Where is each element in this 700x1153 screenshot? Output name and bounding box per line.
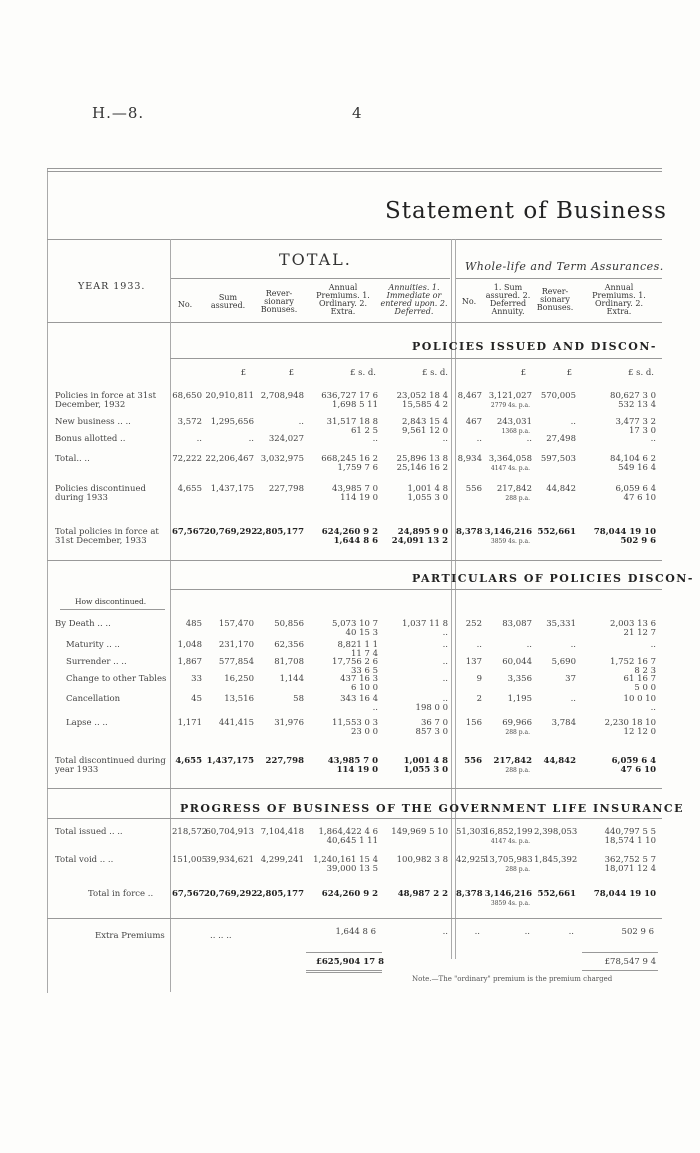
- row-wl-deferred-annuity: 2779 4s. p.a.: [490, 402, 530, 409]
- row-wl-no: 9: [476, 674, 482, 684]
- grand-total-premiums: £625,904 17 8: [315, 957, 384, 967]
- document-code: H.—8.: [92, 104, 145, 122]
- row-wl-no: 556: [465, 484, 482, 494]
- row-sum-assured: 20,769,292: [204, 527, 258, 537]
- row-sum-assured: 1,295,656: [210, 417, 254, 427]
- row-wl-no: 2: [476, 694, 482, 704]
- row-no: 1,048: [177, 640, 202, 650]
- row-label: Total discontinued during year 1933: [55, 756, 166, 775]
- row-annuities: 2,843 15 4 9,561 12 0: [402, 417, 448, 436]
- rule: [455, 278, 662, 279]
- col-sum-assured: Sum assured.: [210, 293, 246, 310]
- row-sum-assured: ..: [248, 434, 254, 444]
- row-annual-premiums: 11,553 0 3 23 0 0: [332, 718, 378, 737]
- row-wl-rev: 2,398,053: [534, 827, 578, 837]
- row-no: 485: [185, 619, 202, 629]
- row-wl-premium: 440,797 5 5 18,574 1 10: [604, 827, 656, 846]
- row-sum-assured: 20,910,811: [205, 391, 254, 401]
- row-rev-bonuses: 4,299,241: [260, 855, 304, 865]
- total-heading: TOTAL.: [279, 250, 352, 269]
- row-wl-sum: 1,195: [507, 694, 532, 704]
- row-annual-premiums: 343 16 4 ..: [340, 694, 378, 713]
- col-wl-rev: Rever- sionary Bonuses.: [536, 287, 574, 312]
- row-annuities: 23,052 18 4 15,585 4 2: [396, 391, 448, 410]
- row-sum-assured: 20,769,292: [204, 889, 258, 899]
- row-annual-premiums: 624,260 9 2 1,644 8 6: [321, 527, 378, 546]
- row-annuities: 1,001 4 8 1,055 3 0: [403, 756, 448, 775]
- rule: [47, 788, 662, 789]
- row-wl-no: ..: [476, 640, 482, 650]
- row-wl-premium: 6,059 6 4 47 6 10: [611, 756, 656, 775]
- row-rev-bonuses: 3,032,975: [260, 454, 304, 464]
- row-wl-deferred-annuity: 288 p.a.: [505, 866, 530, 873]
- row-label: Total void .. ..: [55, 855, 114, 865]
- row-wl-rev: 552,661: [537, 527, 576, 537]
- row-wl-rev: 3,784: [551, 718, 576, 728]
- row-annuities: 1,001 4 8 1,055 3 0: [407, 484, 448, 503]
- row-wl-deferred-annuity: 1368 p.a.: [501, 428, 530, 435]
- col-annuities: Annuities. 1. Immediate or entered upon. 2. Deferred.: [380, 283, 448, 316]
- row-sum-assured: 231,170: [218, 640, 254, 650]
- row-wl-no: 8,378: [456, 889, 483, 899]
- row-wl-deferred-annuity: 3859 4s. p.a.: [490, 900, 530, 907]
- row-annuities: ..: [442, 640, 448, 650]
- col-annual-premiums: Annual Premiums. 1. Ordinary. 2. Extra.: [316, 283, 370, 316]
- unit-pound: £: [240, 368, 246, 378]
- rule: [47, 918, 662, 919]
- row-rev-bonuses: 62,356: [274, 640, 304, 650]
- row-annuities: 48,987 2 2: [397, 889, 448, 899]
- row-wl-no: 8,378: [456, 527, 483, 537]
- row-rev-bonuses: 7,104,418: [260, 827, 304, 837]
- row-wl-sum: ..: [526, 640, 532, 650]
- row-label: Surrender .. ..: [66, 657, 127, 667]
- row-wl-rev: 597,503: [540, 454, 576, 464]
- rule: [47, 168, 662, 169]
- row-wl-no: ..: [476, 434, 482, 444]
- row-wl-deferred-annuity: 288 p.a.: [505, 495, 530, 502]
- row-wl-sum: 60,044: [502, 657, 532, 667]
- row-label: New business .. ..: [55, 417, 131, 427]
- year-label: YEAR 1933.: [78, 281, 146, 292]
- extra-annuities-value: ..: [442, 927, 448, 937]
- row-rev-bonuses: 2,708,948: [260, 391, 304, 401]
- section-policies-issued: POLICIES ISSUED AND DISCON-: [412, 340, 657, 353]
- row-annual-premiums: 5,073 10 7 40 15 3: [332, 619, 378, 638]
- row-wl-no: 51,303: [456, 827, 486, 837]
- row-annuities: ..: [442, 434, 448, 444]
- row-no: 72,222: [172, 454, 202, 464]
- row-rev-bonuses: 58: [293, 694, 304, 704]
- row-wl-premium: 78,044 19 10 502 9 6: [593, 527, 656, 546]
- row-no: 218,572: [172, 827, 208, 837]
- row-annual-premiums: 31,517 18 8 61 2 5: [326, 417, 378, 436]
- row-annual-premiums: ..: [372, 434, 378, 444]
- row-wl-no: 8,467: [457, 391, 482, 401]
- rule: [306, 952, 382, 953]
- row-rev-bonuses: ..: [298, 417, 304, 427]
- row-wl-premium: 61 16 7 5 0 0: [623, 674, 656, 693]
- row-sum-assured: 157,470: [218, 619, 254, 629]
- row-sum-assured: 577,854: [218, 657, 254, 667]
- row-sum-assured: 13,516: [224, 694, 254, 704]
- row-wl-sum: 13,705,983: [484, 855, 533, 865]
- row-annual-premiums: 636,727 17 6 1,698 5 11: [321, 391, 378, 410]
- grand-total-wl-premiums: £78,547 9 4: [604, 957, 656, 967]
- row-wl-rev: 35,331: [546, 619, 576, 629]
- row-rev-bonuses: 227,798: [265, 756, 304, 766]
- col-wl-prem: Annual Premiums. 1. Ordinary. 2. Extra.: [592, 283, 646, 316]
- row-sum-assured: 441,415: [218, 718, 254, 728]
- rule: [47, 239, 662, 240]
- row-no: 1,867: [177, 657, 202, 667]
- row-wl-sum: 69,966: [502, 718, 532, 728]
- rule: [170, 358, 662, 359]
- row-annuities: 1,037 11 8 ..: [402, 619, 448, 638]
- row-sum-assured: 22,206,467: [205, 454, 254, 464]
- rule: [47, 171, 662, 172]
- row-rev-bonuses: 50,856: [274, 619, 304, 629]
- row-wl-deferred-annuity: 288 p.a.: [505, 767, 530, 774]
- row-wl-sum: 3,146,216: [484, 889, 532, 899]
- rule: [170, 589, 662, 590]
- row-wl-no: 467: [465, 417, 482, 427]
- row-wl-premium: 3,477 3 2 17 3 0: [615, 417, 656, 436]
- row-rev-bonuses: 1,144: [279, 674, 304, 684]
- row-annual-premiums: 1,240,161 15 4 39,000 13 5: [313, 855, 378, 874]
- row-no: 1,171: [177, 718, 202, 728]
- row-wl-premium: 80,627 3 0 532 13 4: [610, 391, 656, 410]
- rule: [582, 970, 658, 971]
- row-annual-premiums: 624,260 9 2: [321, 889, 378, 899]
- rule: [306, 972, 382, 973]
- col-wl-no: No.: [461, 297, 477, 306]
- row-annuities: ..: [442, 657, 448, 667]
- row-wl-rev: ..: [570, 417, 576, 427]
- row-rev-bonuses: 324,027: [268, 434, 304, 444]
- extra-wl-premium: 502 9 6: [621, 927, 654, 937]
- rule: [47, 560, 662, 561]
- row-wl-deferred-annuity: 288 p.a.: [505, 729, 530, 736]
- row-annual-premiums: 668,245 16 2 1,759 7 6: [321, 454, 378, 473]
- row-wl-sum: 3,146,216: [484, 527, 532, 537]
- rule: [582, 952, 658, 953]
- row-wl-no: 42,925: [456, 855, 486, 865]
- row-annual-premiums: 8,821 1 1 11 7 4: [337, 640, 378, 659]
- row-wl-rev: 44,842: [546, 484, 576, 494]
- how-discontinued-label: How discontinued.: [75, 597, 147, 606]
- page-number: 4: [352, 104, 362, 122]
- row-wl-rev: ..: [570, 640, 576, 650]
- row-wl-sum: 217,842: [496, 484, 532, 494]
- row-label: Total policies in force at 31st December, 1933: [55, 527, 159, 546]
- row-annuities: 24,895 9 0 24,091 13 2: [391, 527, 448, 546]
- col-rev-bonuses: Rever- sionary Bonuses.: [260, 289, 298, 314]
- extra-wl-rev: ..: [568, 927, 574, 937]
- row-sum-assured: 16,250: [224, 674, 254, 684]
- row-rev-bonuses: 227,798: [268, 484, 304, 494]
- row-wl-rev: 27,498: [546, 434, 576, 444]
- row-annuities: 25,896 13 8 25,146 16 2: [396, 454, 448, 473]
- section-progress-of-business: PROGRESS OF BUSINESS OF THE GOVERNMENT LIFE INSURANCE: [180, 802, 685, 815]
- row-wl-deferred-annuity: 3859 4s. p.a.: [490, 538, 530, 545]
- row-wl-sum: 83,087: [502, 619, 532, 629]
- row-wl-sum: 243,031: [496, 417, 532, 427]
- row-no: 151,005: [172, 855, 208, 865]
- row-wl-premium: 362,752 5 7 18,071 12 4: [604, 855, 656, 874]
- row-annuities: 100,982 3 8: [396, 855, 448, 865]
- row-wl-premium: 84,104 6 2 549 16 4: [610, 454, 656, 473]
- row-no: 4,655: [175, 756, 202, 766]
- unit-pound: £: [566, 368, 572, 378]
- row-wl-no: 556: [464, 756, 482, 766]
- unit-psd: £ s. d.: [627, 368, 654, 378]
- row-wl-premium: ..: [650, 640, 656, 650]
- rule: [47, 818, 662, 819]
- row-wl-rev: 5,690: [551, 657, 576, 667]
- extra-premiums-value: 1,644 8 6: [335, 927, 376, 937]
- row-annual-premiums: 1,864,422 4 6 40,645 1 11: [318, 827, 378, 846]
- row-annual-premiums: 17,756 2 6 33 6 5: [332, 657, 378, 676]
- row-wl-no: 137: [465, 657, 482, 667]
- row-wl-premium: 1,752 16 7 8 2 3: [610, 657, 656, 676]
- unit-psd: £ s. d.: [421, 368, 448, 378]
- row-rev-bonuses: 31,976: [274, 718, 304, 728]
- row-no: 67,567: [172, 889, 205, 899]
- row-label: Total issued .. ..: [55, 827, 123, 837]
- row-wl-premium: 78,044 19 10: [593, 889, 656, 899]
- unit-psd: £ s. d.: [349, 368, 376, 378]
- row-rev-bonuses: 2,805,177: [256, 889, 304, 899]
- rule: [306, 970, 382, 971]
- row-label: Total in force ..: [88, 889, 154, 899]
- row-wl-no: 156: [465, 718, 482, 728]
- rule: [170, 278, 450, 279]
- page-title: Statement of Business: [385, 198, 667, 224]
- row-label: Maturity .. ..: [66, 640, 120, 650]
- row-no: 3,572: [177, 417, 202, 427]
- extra-wl-no: ..: [474, 927, 480, 937]
- row-sum-assured: 1,437,175: [206, 756, 254, 766]
- unit-pound: £: [288, 368, 294, 378]
- row-no: 4,655: [177, 484, 202, 494]
- row-label: Total.. ..: [55, 454, 90, 464]
- row-no: 68,650: [172, 391, 202, 401]
- row-wl-rev: ..: [570, 694, 576, 704]
- leader-dots: .. .. ..: [210, 931, 232, 941]
- row-wl-premium: 2,003 13 6 21 12 7: [610, 619, 656, 638]
- row-no: 45: [191, 694, 202, 704]
- row-sum-assured: 1,437,175: [210, 484, 254, 494]
- row-label: Change to other Tables: [66, 674, 167, 684]
- row-sum-assured: 60,704,913: [205, 827, 254, 837]
- footnote: Note.—The "ordinary" premium is the premium charged: [412, 975, 613, 983]
- rule: [47, 322, 662, 323]
- row-annual-premiums: 43,985 7 0 114 19 0: [327, 756, 378, 775]
- row-wl-rev: 37: [565, 674, 576, 684]
- row-wl-premium: 10 0 10 ..: [623, 694, 656, 713]
- row-wl-sum: 3,121,027: [488, 391, 532, 401]
- row-rev-bonuses: 2,805,177: [256, 527, 304, 537]
- row-wl-rev: 552,661: [537, 889, 576, 899]
- row-wl-deferred-annuity: 4147 4s. p.a.: [490, 465, 530, 472]
- col-wl-sum: 1. Sum assured. 2. Deferred Annuity.: [485, 283, 531, 316]
- row-label: Policies discontinued during 1933: [55, 484, 146, 503]
- row-no: 33: [191, 674, 202, 684]
- row-label: By Death .. ..: [55, 619, 111, 629]
- unit-pound: £: [520, 368, 526, 378]
- row-label: Policies in force at 31st December, 1932: [55, 391, 156, 410]
- row-annual-premiums: 43,985 7 0 114 19 0: [332, 484, 378, 503]
- extra-wl-sum: ..: [524, 927, 530, 937]
- row-wl-deferred-annuity: 4147 4s. p.a.: [490, 838, 530, 845]
- row-wl-rev: 570,005: [540, 391, 576, 401]
- extra-premiums-label: Extra Premiums: [95, 931, 165, 941]
- row-label: Lapse .. ..: [66, 718, 108, 728]
- rule: [60, 609, 165, 610]
- row-wl-sum: 3,364,058: [488, 454, 532, 464]
- row-wl-no: 252: [465, 619, 482, 629]
- col-rule: [170, 239, 171, 992]
- row-no: ..: [196, 434, 202, 444]
- row-sum-assured: 39,934,621: [205, 855, 254, 865]
- row-wl-sum: 3,356: [507, 674, 532, 684]
- row-wl-sum: 217,842: [493, 756, 532, 766]
- row-rev-bonuses: 81,708: [274, 657, 304, 667]
- row-annuities: 36 7 0 857 3 0: [415, 718, 448, 737]
- row-annuities: 149,969 5 10: [391, 827, 448, 837]
- row-annuities: ..: [442, 674, 448, 684]
- row-annuities: .. 198 0 0: [415, 694, 448, 713]
- section-particulars-discontinued: PARTICULARS OF POLICIES DISCON-: [412, 572, 694, 585]
- row-no: 67,567: [172, 527, 205, 537]
- row-wl-premium: 6,059 6 4 47 6 10: [615, 484, 656, 503]
- col-no: No.: [177, 300, 193, 309]
- row-label: Bonus allotted ..: [55, 434, 126, 444]
- row-annual-premiums: 437 16 3 6 10 0: [340, 674, 378, 693]
- row-wl-rev: 44,842: [543, 756, 576, 766]
- row-wl-rev: 1,845,392: [534, 855, 578, 865]
- whole-life-heading: Whole-life and Term Assurances.: [465, 260, 664, 273]
- row-wl-sum: 16,852,199: [484, 827, 533, 837]
- row-wl-premium: ..: [650, 434, 656, 444]
- row-wl-sum: ..: [526, 434, 532, 444]
- row-wl-premium: 2,230 18 10 12 12 0: [604, 718, 656, 737]
- row-wl-no: 8,934: [457, 454, 482, 464]
- row-label: Cancellation: [66, 694, 121, 704]
